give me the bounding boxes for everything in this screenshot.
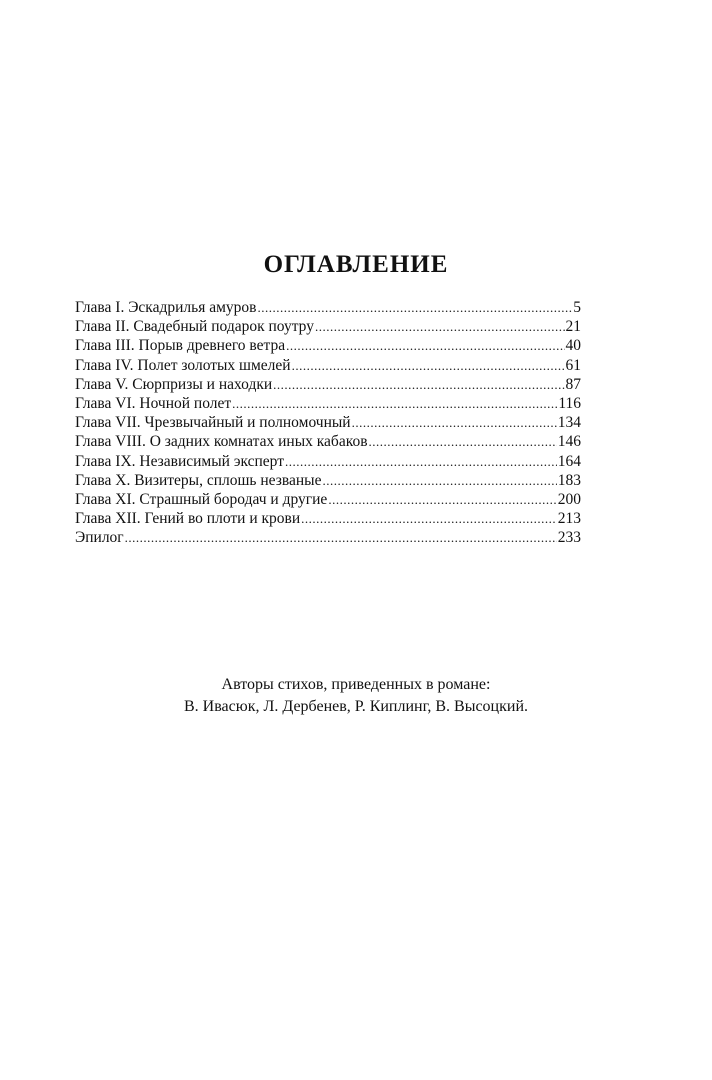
page-number: 134 <box>557 414 581 432</box>
dot-leader <box>273 375 564 394</box>
page-number: 61 <box>565 356 581 374</box>
dot-leader <box>352 413 557 432</box>
dot-leader <box>232 394 557 413</box>
chapter-title: Глава XII. Гений во плоти и крови <box>75 510 301 528</box>
dot-leader <box>257 298 572 317</box>
poem-authors-names: В. Ивасюк, Л. Дербенев, Р. Киплинг, В. Высоцкий. <box>183 698 529 715</box>
toc-entry <box>75 317 581 336</box>
chapter-title: Глава IV. Полет золотых шмелей <box>75 356 291 374</box>
toc-entry <box>75 471 581 490</box>
table-of-contents <box>75 298 581 547</box>
dot-leader <box>322 471 556 490</box>
page-number: 21 <box>565 318 581 336</box>
toc-entry <box>75 394 581 413</box>
chapter-title: Глава XI. Страшный бородач и другие <box>75 490 328 508</box>
dot-leader <box>285 452 557 471</box>
poem-authors-caption: Авторы стихов, приведенных в романе: <box>221 676 491 693</box>
page-number: 40 <box>565 337 581 355</box>
page-number: 183 <box>557 471 581 489</box>
chapter-title: Глава III. Порыв древнего ветра <box>75 337 286 355</box>
chapter-title: Глава X. Визитеры, сплошь незваные <box>75 471 322 489</box>
chapter-title: Глава VII. Чрезвычайный и полномочный <box>75 414 351 432</box>
chapter-title: Глава V. Сюрпризы и находки <box>75 375 273 393</box>
page-number: 146 <box>557 433 581 451</box>
page-number: 87 <box>565 375 581 393</box>
toc-entry <box>75 375 581 394</box>
chapter-title: Глава II. Свадебный подарок поутру <box>75 318 314 336</box>
chapter-title: Глава VIII. О задних комнатах иных кабаков <box>75 433 368 451</box>
toc-entry <box>75 509 581 528</box>
toc-entry <box>75 452 581 471</box>
chapter-title: Глава VI. Ночной полет <box>75 394 232 412</box>
toc-entry <box>75 413 581 432</box>
chapter-title: Эпилог <box>75 529 124 547</box>
dot-leader <box>286 336 564 355</box>
page-number: 116 <box>558 394 581 412</box>
page-number: 5 <box>573 299 581 316</box>
page-number: 200 <box>557 490 581 508</box>
toc-entry <box>75 298 581 317</box>
toc-entry <box>75 432 581 451</box>
chapter-title: Глава IX. Независимый эксперт <box>75 452 285 470</box>
dot-leader <box>315 317 565 336</box>
toc-entry <box>75 528 581 547</box>
toc-heading: ОГЛАВЛЕНИЕ <box>263 251 449 278</box>
toc-entry <box>75 336 581 355</box>
dot-leader <box>369 432 557 451</box>
dot-leader <box>328 490 556 509</box>
dot-leader <box>292 356 565 375</box>
dot-leader <box>125 528 557 547</box>
page-number: 233 <box>557 529 581 547</box>
chapter-title: Глава I. Эскадрилья амуров <box>75 299 257 316</box>
poem-authors-note <box>0 674 712 718</box>
page-number: 164 <box>557 452 581 470</box>
toc-entry <box>75 490 581 509</box>
page-number: 213 <box>557 510 581 528</box>
dot-leader <box>301 509 557 528</box>
toc-entry <box>75 356 581 375</box>
